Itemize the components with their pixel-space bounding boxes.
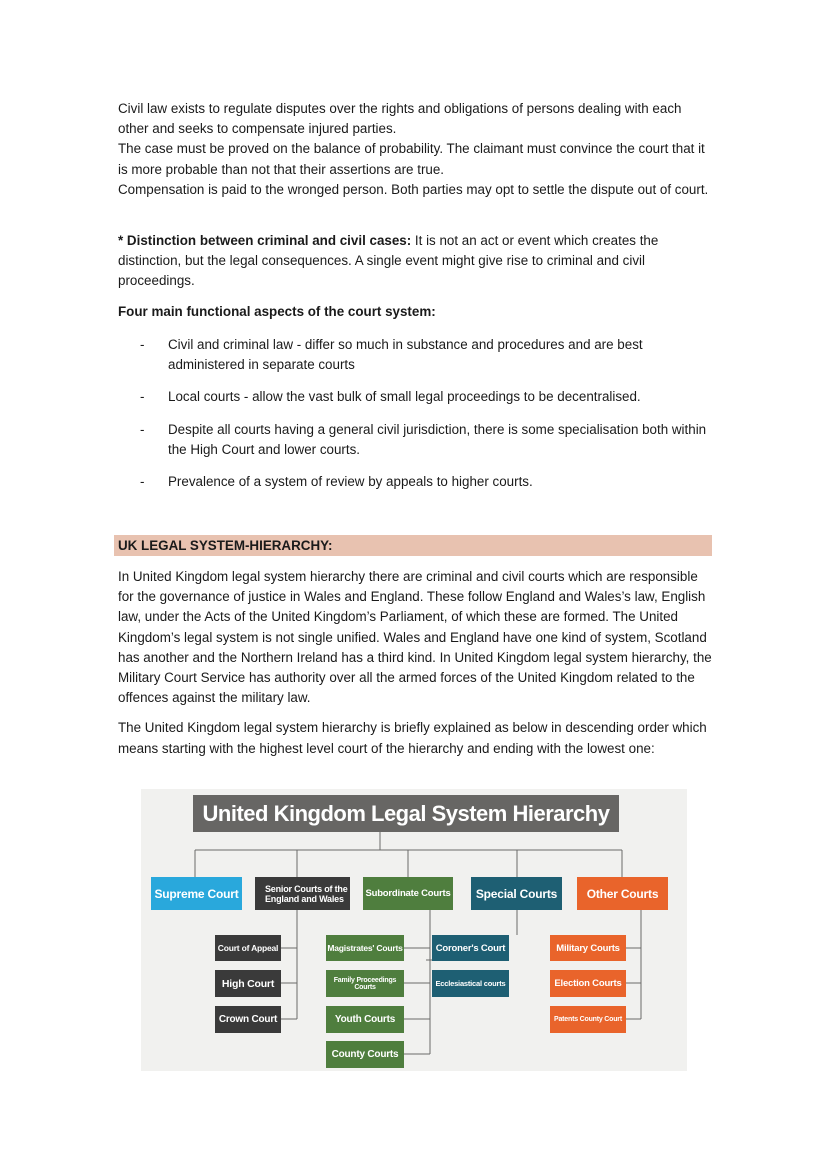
crown-court-node: Crown Court — [215, 1006, 281, 1033]
family-proceedings-courts-node: Family Proceedings Courts — [326, 970, 404, 997]
bullet-dash: - — [140, 421, 145, 437]
county-courts-node: County Courts — [326, 1041, 404, 1068]
distinction-text: It is not an act or event which creates the distinction, but the legal consequences. A single event might give rise to criminal and civil proceedings. — [118, 233, 659, 289]
bullet-dash: - — [140, 474, 145, 490]
bullet-text: Despite all courts having a general civil jurisdiction, there is some specialisation both within the High Court and lower courts. — [168, 421, 707, 457]
hierarchy-paragraph: In United Kingdom legal system hierarchy there are criminal and civil courts which are responsible for the governance of justice in Wales and England. These follow England and Wales’s law, English law, under the Acts of the United Kingdom’s Parliament, of which these are formed. The United Kingdom’s legal system is not single unified. Wales and England have one kind of system, Scotland has another and the Northern Ireland has a third kind. In United Kingdom legal system hierarchy, the Military Court Service has authority over all the armed forces of the United Kingdom related to the offences against the military law. — [118, 569, 712, 706]
magistrates-courts-node: Magistrates' Courts — [326, 935, 404, 961]
intro-paragraph: The case must be proved on the balance of probability. The claimant must convince the court that it is more probable than not that their assertions are true. — [118, 141, 705, 177]
hierarchy-text — [118, 567, 714, 759]
hierarchy-diagram — [141, 789, 687, 1071]
bullet-dash: - — [140, 389, 145, 405]
special-courts-node: Special Courts — [471, 877, 562, 910]
supreme-court-node: Supreme Court — [151, 877, 242, 910]
court-of-appeal-node: Court of Appeal — [215, 935, 281, 961]
subordinate-courts-node: Subordinate Courts — [363, 877, 453, 910]
youth-courts-node: Youth Courts — [326, 1006, 404, 1033]
functional-bullet-list — [140, 335, 710, 504]
diagram-title: United Kingdom Legal System Hierarchy — [193, 795, 619, 832]
election-courts-node: Election Courts — [550, 970, 626, 997]
other-courts-node: Other Courts — [577, 877, 668, 910]
bullet-text: Local courts - allow the vast bulk of small legal proceedings to be decentralised. — [168, 389, 641, 405]
list-item — [140, 387, 710, 407]
intro-paragraph: Compensation is paid to the wronged person. Both parties may opt to settle the dispute out of court. — [118, 181, 709, 197]
section-heading: UK LEGAL SYSTEM-HIERARCHY: — [114, 535, 712, 556]
bullet-text: Prevalence of a system of review by appeals to higher courts. — [168, 474, 533, 490]
high-court-node: High Court — [215, 970, 281, 997]
distinction-label: * Distinction between criminal and civil cases: — [118, 233, 412, 248]
military-courts-node: Military Courts — [550, 935, 626, 961]
bullet-text: Civil and criminal law - differ so much in substance and procedures and are best administered in separate courts — [168, 337, 643, 373]
hierarchy-paragraph: The United Kingdom legal system hierarchy is briefly explained as below in descending order which means starting with the highest level court of the hierarchy and ending with the lowest one: — [118, 720, 707, 756]
distinction-paragraph — [118, 231, 714, 292]
coroners-court-node: Coroner's Court — [432, 935, 509, 961]
senior-courts-node: Senior Courts of the England and Wales — [255, 877, 350, 910]
bullet-dash: - — [140, 337, 145, 352]
list-item — [140, 420, 710, 460]
functional-heading: Four main functional aspects of the court system: — [118, 304, 436, 319]
list-item — [140, 472, 710, 492]
civil-law-intro — [118, 99, 714, 200]
ecclesiastical-courts-node: Ecclesiastical courts — [432, 970, 509, 997]
intro-paragraph: Civil law exists to regulate disputes over the rights and obligations of persons dealing with each other and seeks to compensate injured parties. — [118, 101, 682, 137]
list-item — [140, 335, 710, 375]
patents-county-court-node: Patents County Court — [550, 1006, 626, 1033]
